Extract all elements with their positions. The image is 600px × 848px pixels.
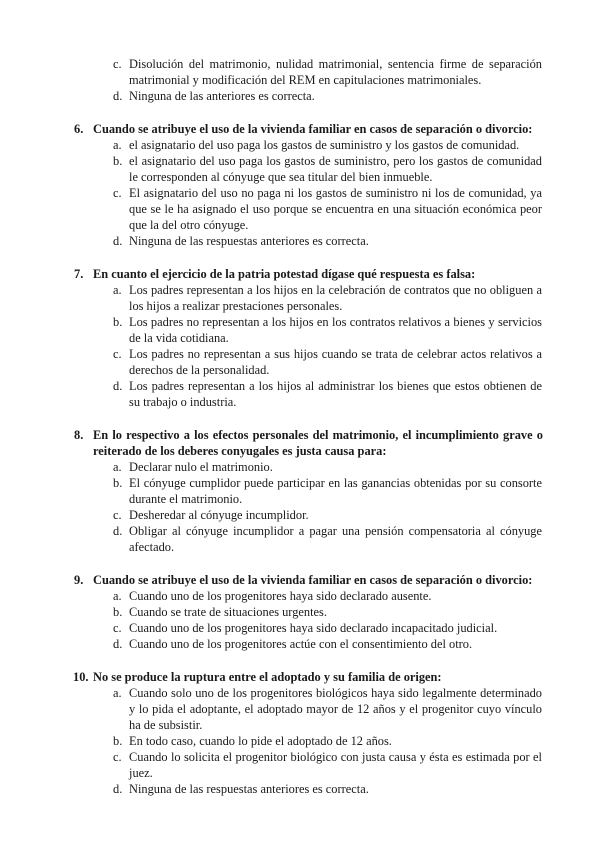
option-text: Cuando uno de los progenitores haya sido declarado ausente. <box>129 589 432 603</box>
option-letter: b. <box>113 315 123 329</box>
option-letter: c. <box>113 508 122 522</box>
option-text: Cuando lo solicita el progenitor biológico con justa causa y ésta es estimada por el juez. <box>129 750 542 780</box>
option-d <box>113 523 542 555</box>
question-options <box>0 137 600 249</box>
option-a <box>113 588 542 604</box>
option-letter: a. <box>113 460 122 474</box>
option-b <box>113 604 542 620</box>
option-c <box>113 185 542 233</box>
option-a <box>113 137 542 153</box>
question-9 <box>0 572 600 652</box>
option-text: Cuando uno de los progenitores actúe con el consentimiento del otro. <box>129 637 473 651</box>
option-text: Ninguna de las anteriores es correcta. <box>129 89 315 103</box>
option-d <box>113 636 542 652</box>
option-text: Los padres representan a los hijos en la celebración de contratos que no obliguen a los hijos a realizar prestaciones personales. <box>129 283 542 313</box>
question-number: 6. <box>74 122 84 136</box>
option-d <box>113 88 542 104</box>
option-text: Cuando uno de los progenitores haya sido declarado incapacitado judicial. <box>129 621 498 635</box>
option-letter: a. <box>113 283 122 297</box>
question-number: 8. <box>74 428 84 442</box>
question-options <box>0 588 600 652</box>
option-letter: d. <box>113 89 123 103</box>
option-text: Los padres no representan a los hijos en los contratos relativos a bienes y servicios de la vida cotidiana. <box>129 315 542 345</box>
question-10 <box>0 669 600 797</box>
option-text: En todo caso, cuando lo pide el adoptado de 12 años. <box>129 734 392 748</box>
option-text: Los padres no representan a sus hijos cuando se trata de celebrar actos relativos a derechos de la personalidad. <box>129 347 542 377</box>
option-letter: d. <box>113 524 123 538</box>
question-title <box>74 121 543 137</box>
question-text: Cuando se atribuye el uso de la vivienda familiar en casos de separación o divorcio: <box>93 122 533 136</box>
option-letter: d. <box>113 379 123 393</box>
question-title <box>74 427 543 459</box>
question-title <box>73 669 543 685</box>
option-letter: c. <box>113 186 122 200</box>
question-number: 7. <box>74 267 84 281</box>
option-letter: b. <box>113 154 123 168</box>
option-letter: d. <box>113 782 123 796</box>
question-7 <box>0 266 600 410</box>
option-d <box>113 781 542 797</box>
option-a <box>113 282 542 314</box>
option-letter: d. <box>113 637 123 651</box>
option-d <box>113 233 542 249</box>
option-text: Cuando solo uno de los progenitores biológicos haya sido legalmente determinado y lo pida el adoptante, el adoptado mayor de 12 años y el progenitor cuyo vínculo ha de subsistir. <box>129 686 542 732</box>
question-8 <box>0 427 600 555</box>
question-text: En cuanto el ejercicio de la patria potestad dígase qué respuesta es falsa: <box>93 267 476 281</box>
option-b <box>113 733 542 749</box>
option-c <box>113 749 542 781</box>
option-d <box>113 378 542 410</box>
question-title <box>74 572 543 588</box>
option-letter: a. <box>113 589 122 603</box>
option-c <box>113 507 542 523</box>
option-letter: b. <box>113 605 123 619</box>
question-text: No se produce la ruptura entre el adoptado y su familia de origen: <box>93 670 442 684</box>
option-b <box>113 475 542 507</box>
option-text: El asignatario del uso no paga ni los gastos de suministro ni los de comunidad, ya que se le ha asignado el uso porque se encuentra en una situación económica peor que la del otro cónyuge. <box>129 186 542 232</box>
question-number: 10. <box>73 670 89 684</box>
option-letter: a. <box>113 686 122 700</box>
option-c <box>113 56 542 88</box>
question-options <box>0 459 600 555</box>
option-text: el asignatario del uso paga los gastos de suministro y los gastos de comunidad. <box>129 138 520 152</box>
option-letter: c. <box>113 750 122 764</box>
continuation-options <box>0 56 600 104</box>
option-text: Cuando se trate de situaciones urgentes. <box>129 605 327 619</box>
question-number: 9. <box>74 573 84 587</box>
option-text: Desheredar al cónyuge incumplidor. <box>129 508 309 522</box>
question-6 <box>0 121 600 249</box>
option-text: Ninguna de las respuestas anteriores es correcta. <box>129 234 369 248</box>
option-text: El cónyuge cumplidor puede participar en las ganancias obtenidas por su consorte durante el matrimonio. <box>129 476 542 506</box>
option-text: Disolución del matrimonio, nulidad matrimonial, sentencia firme de separación matrimonial y modificación del REM en capitulaciones matrimoniales. <box>129 57 542 87</box>
question-options <box>0 685 600 797</box>
option-text: Obligar al cónyuge incumplidor a pagar una pensión compensatoria al cónyuge afectado. <box>129 524 542 554</box>
option-text: Los padres representan a los hijos al administrar los bienes que estos obtienen de su trabajo o industria. <box>129 379 542 409</box>
option-a <box>113 459 542 475</box>
option-letter: c. <box>113 347 122 361</box>
option-letter: c. <box>113 57 122 71</box>
option-text: Ninguna de las respuestas anteriores es correcta. <box>129 782 369 796</box>
option-letter: d. <box>113 234 123 248</box>
option-letter: a. <box>113 138 122 152</box>
option-a <box>113 685 542 733</box>
option-b <box>113 153 542 185</box>
option-c <box>113 620 542 636</box>
option-c <box>113 346 542 378</box>
question-text: En lo respectivo a los efectos personales del matrimonio, el incumplimiento grave o reiterado de los deberes conyugales es justa causa para: <box>93 428 543 458</box>
option-text: el asignatario del uso paga los gastos de suministro, pero los gastos de comunidad le corresponden al cónyuge que sea titular del bien inmueble. <box>129 154 542 184</box>
question-text: Cuando se atribuye el uso de la vivienda familiar en casos de separación o divorcio: <box>93 573 533 587</box>
option-letter: c. <box>113 621 122 635</box>
question-title <box>74 266 543 282</box>
question-options <box>0 282 600 410</box>
option-letter: b. <box>113 476 123 490</box>
option-text: Declarar nulo el matrimonio. <box>129 460 273 474</box>
option-letter: b. <box>113 734 123 748</box>
option-b <box>113 314 542 346</box>
